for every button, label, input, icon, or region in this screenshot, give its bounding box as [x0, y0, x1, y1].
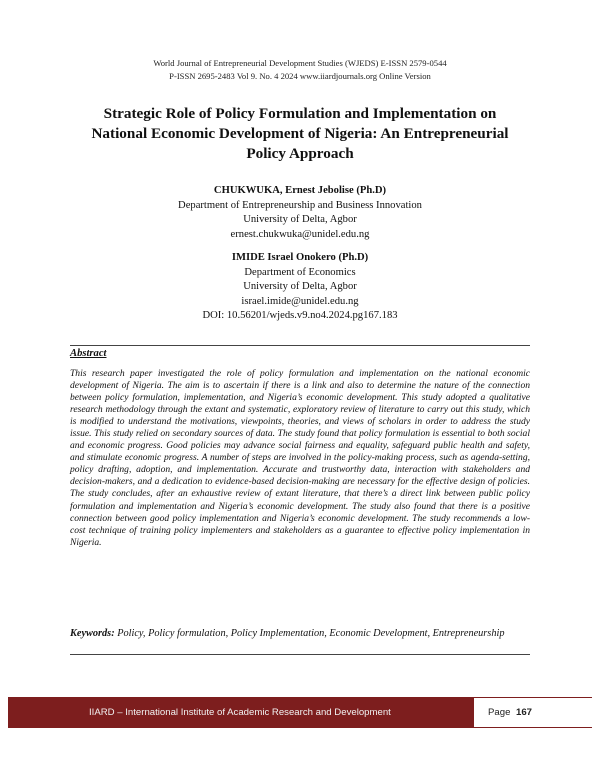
journal-header-line1: World Journal of Entrepreneurial Development Studies (WJEDS) E-ISSN 2579-0544 — [153, 58, 447, 68]
journal-header — [0, 57, 600, 83]
keywords-label: Keywords: — [70, 628, 115, 639]
author-institution: University of Delta, Agbor — [243, 214, 357, 225]
title-line1: Strategic Role of Policy Formulation and Implementation on — [103, 105, 497, 122]
author-block-1 — [0, 184, 600, 242]
doi[interactable]: DOI: 10.56201/wjeds.v9.no4.2024.pg167.183 — [202, 310, 398, 321]
author-email[interactable]: ernest.chukwuka@unidel.edu.ng — [230, 228, 370, 240]
author-institution: University of Delta, Agbor — [243, 281, 357, 292]
footer-page-number: 167 — [516, 707, 533, 718]
author-name: IMIDE Israel Onokero (Ph.D) — [231, 252, 369, 263]
divider-bottom — [70, 654, 530, 655]
abstract-body: This research paper investigated the role of policy formulation and implementation on the national economic development of Nigeria. The aim is to ascertain if there is a link and also to determine the nature of the connection between policy formulation, implementation, and Nigeria’s economic development. This study adopted a qualitative research methodology through the extant and systematic, exploratory review of literature to carry out this study, which is modified to understand the motivations, viewpoints, theories, and views of scholars in order to address the study issue. This study relied on secondary sources of data. The study found that policy formulation is essential to both social and economic progress. Good policies may advance social fairness and equality, safeguard public health and safety, and stimulate economic progress. A number of steps are involved in the policy-making process, such as agenda-setting, policy drafting, adoption, and implementation. Accurate and trustworthy data, interaction with stakeholders and decision-makers, and a dedication to evidence-based decision-making are necessary for the effective design of policies. The study concludes, after an exhaustive review of extant literature, that there’s a direct link between public policy formulation and implementation and Nigeria’s economic development. The study also found that there is a positive connection between good policy implementation and Nigeria’s economic development. The study recommends a low-cost technique of training policy implementers and stakeholders as a guarantee to effective policy implementation in Nigeria. — [70, 368, 530, 548]
abstract-heading: Abstract — [70, 348, 107, 359]
footer-publisher: IIARD – International Institute of Academic Research and Development — [89, 707, 391, 718]
journal-header-line2: P-ISSN 2695-2483 Vol 9. No. 4 2024 www.iiardjournals.org Online Version — [169, 71, 431, 81]
author-name: CHUKWUKA, Ernest Jebolise (Ph.D) — [213, 185, 387, 196]
author-email[interactable]: israel.imide@unidel.edu.ng — [241, 295, 359, 307]
title-line3: Policy Approach — [246, 145, 354, 162]
keywords — [70, 627, 530, 640]
author-department: Department of Entrepreneurship and Business Innovation — [178, 199, 422, 211]
footer-page-box — [474, 698, 592, 727]
page-footer — [8, 697, 592, 728]
author-block-2 — [0, 251, 600, 324]
author-department: Department of Economics — [244, 266, 356, 278]
title-line2: National Economic Development of Nigeria: An Entrepreneurial — [91, 125, 509, 142]
paper-title — [60, 104, 540, 164]
divider-top — [70, 345, 530, 346]
keywords-text: Policy, Policy formulation, Policy Implementation, Economic Development, Entrepreneurship — [117, 628, 505, 639]
footer-page-label: Page — [488, 707, 511, 718]
